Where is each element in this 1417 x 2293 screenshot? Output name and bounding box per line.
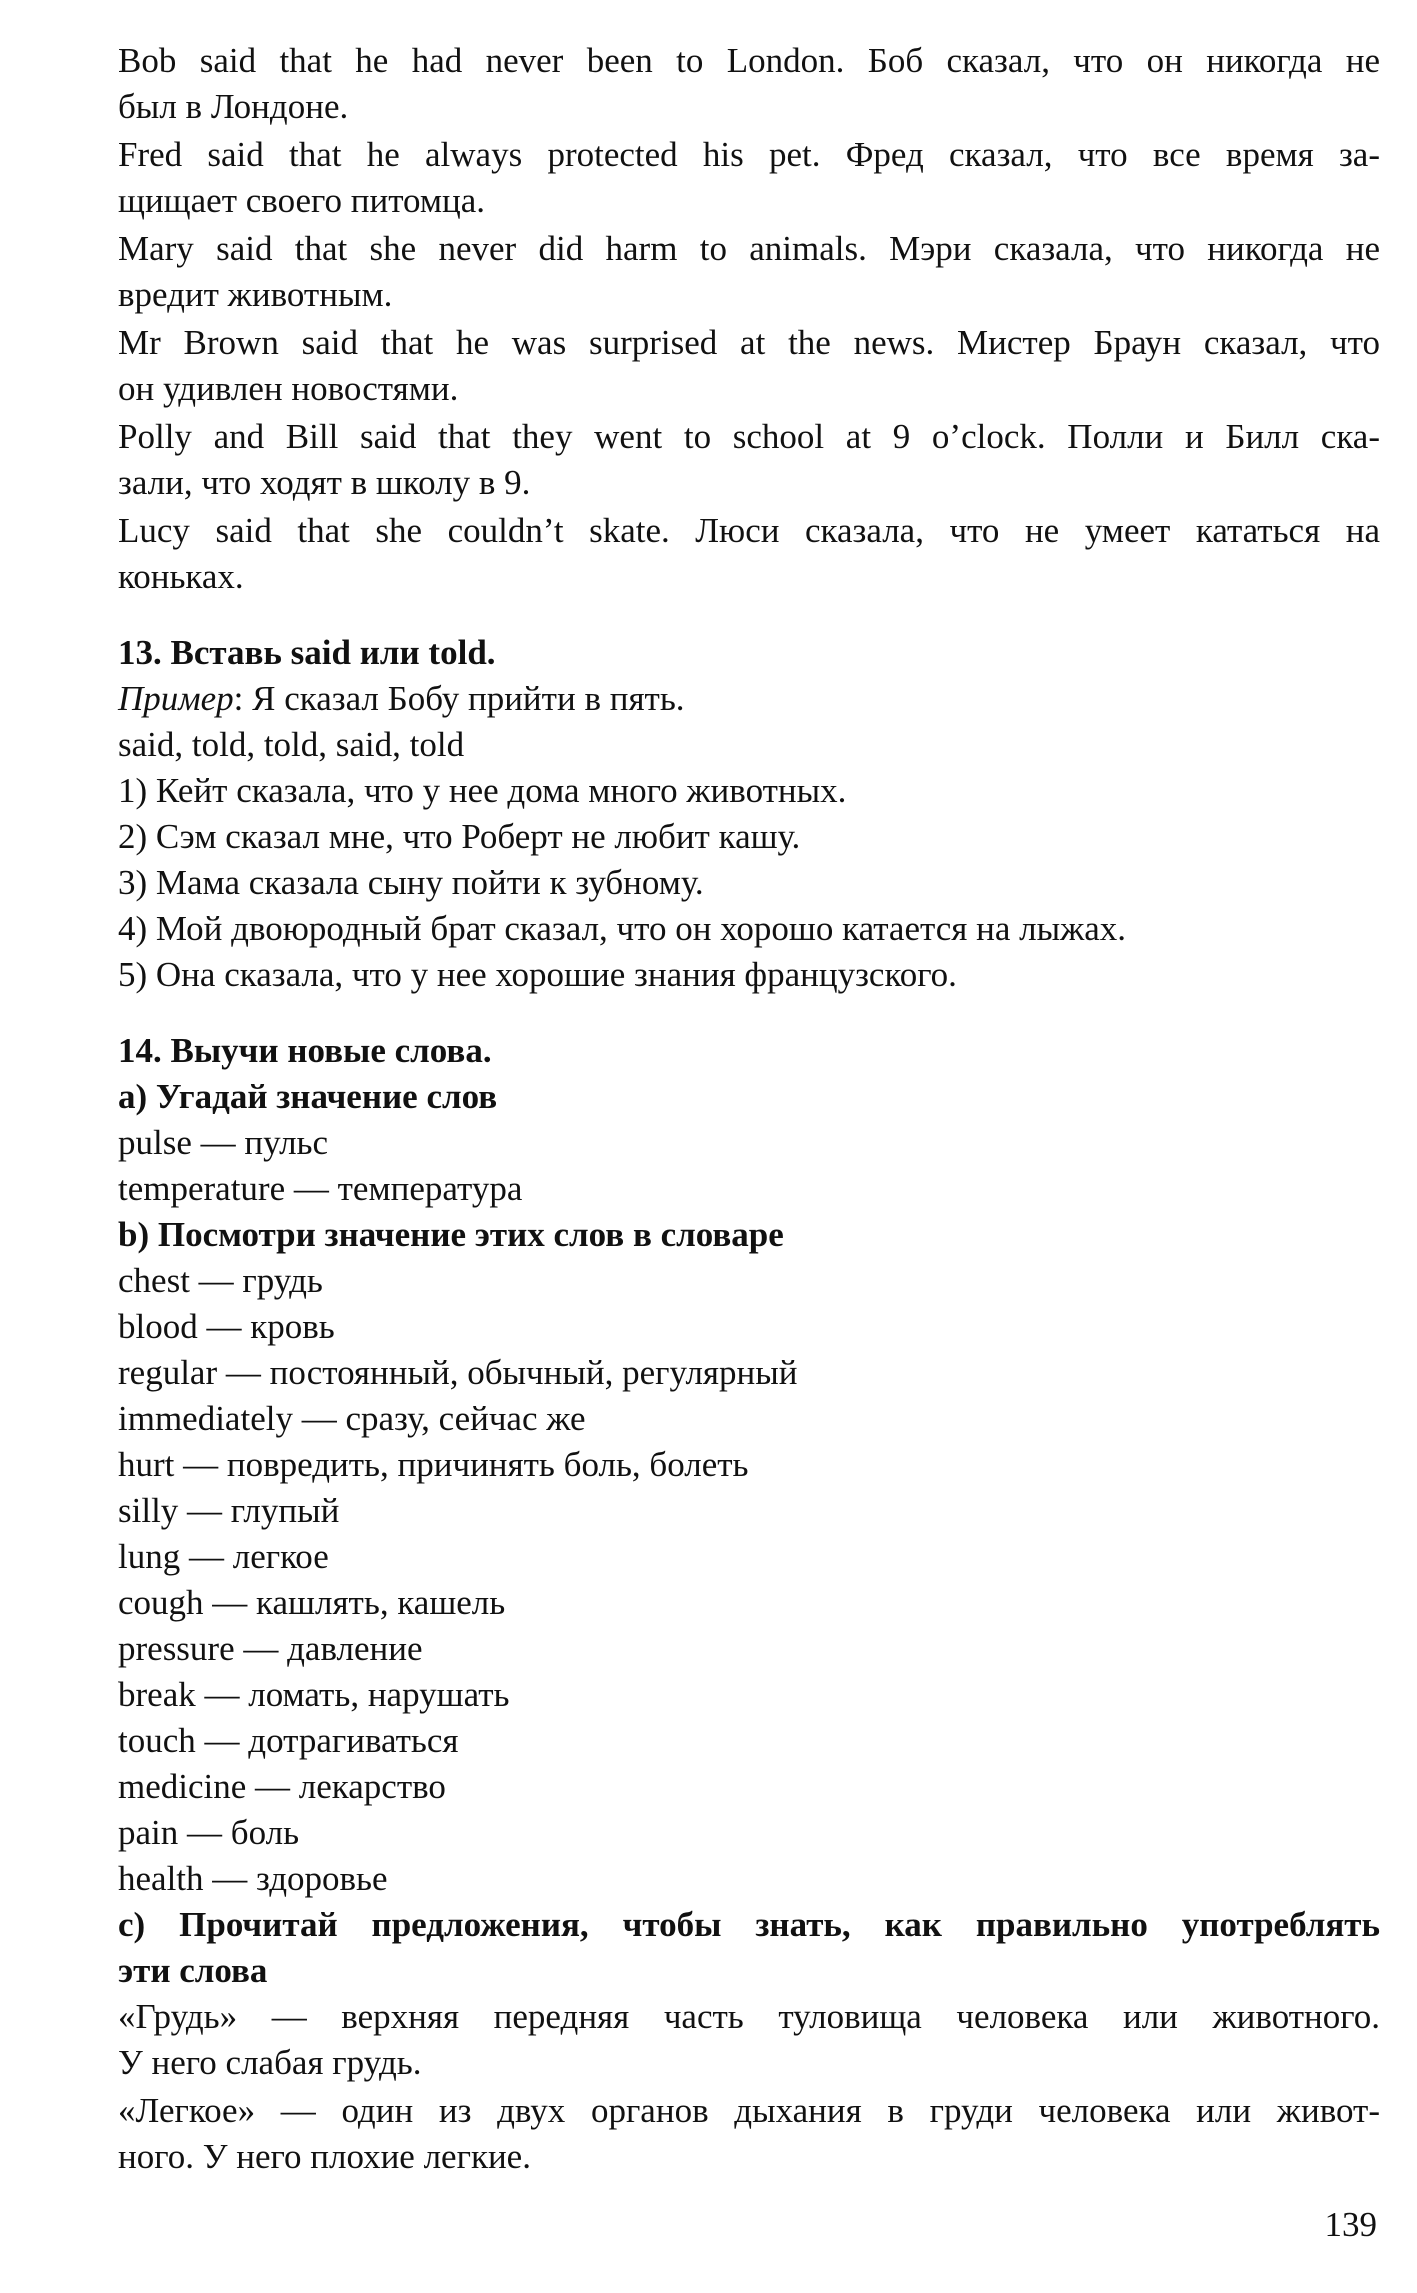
sentence-pair xyxy=(118,226,1380,318)
page-content xyxy=(118,38,1380,2180)
sentence-line: Fred said that he always protected his pet. Фред сказал, что все время за- xyxy=(118,135,1380,174)
vocab-item: health — здоровье xyxy=(118,1859,388,1898)
exercise-item: 2) Сэм сказал мне, что Роберт не любит кашу. xyxy=(118,817,801,856)
sentence-pair xyxy=(118,508,1380,600)
part-a-heading: a) Угадай значение слов xyxy=(118,1077,498,1116)
exercise-14-title: 14. Выучи новые слова. xyxy=(118,1031,492,1070)
vocab-item: pulse — пульс xyxy=(118,1123,329,1162)
usage-line: «Грудь» — верхняя передняя часть туловища человека или животного. xyxy=(118,1997,1380,2036)
vocab-item: break — ломать, нарушать xyxy=(118,1675,510,1714)
vocab-item: cough — кашлять, кашель xyxy=(118,1583,506,1622)
vocab-item: blood — кровь xyxy=(118,1307,335,1346)
part-c-heading-cont: эти слова xyxy=(118,1951,268,1990)
sentence-line: Lucy said that she couldn’t skate. Люси сказала, что не умеет кататься на xyxy=(118,511,1380,550)
reported-sentences xyxy=(118,38,1380,600)
sentence-line: он удивлен новостями. xyxy=(118,369,459,408)
sentence-pair xyxy=(118,38,1380,130)
answers-line: said, told, told, said, told xyxy=(118,725,465,764)
sentence-line: Bob said that he had never been to London. Боб сказал, что он никогда не xyxy=(118,41,1380,80)
vocab-item: regular — постоянный, обычный, регулярный xyxy=(118,1353,798,1392)
sentence-pair xyxy=(118,414,1380,506)
part-b-heading: b) Посмотри значение этих слов в словаре xyxy=(118,1215,784,1254)
exercise-13-title: 13. Вставь said или told. xyxy=(118,633,496,672)
sentence-pair xyxy=(118,320,1380,412)
page-number: 139 xyxy=(1324,2205,1377,2244)
vocab-item: touch — дотрагиваться xyxy=(118,1721,459,1760)
usage-line: У него слабая грудь. xyxy=(118,2043,422,2082)
sentence-line: зали, что ходят в школу в 9. xyxy=(118,463,531,502)
vocab-item: silly — глупый xyxy=(118,1491,340,1530)
sentence-pair xyxy=(118,132,1380,224)
exercise-item: 3) Мама сказала сыну пойти к зубному. xyxy=(118,863,704,902)
exercise-13 xyxy=(118,630,1380,998)
sentence-line: коньках. xyxy=(118,557,244,596)
exercise-14 xyxy=(118,1028,1380,2180)
vocab-item: hurt — повредить, причинять боль, болеть xyxy=(118,1445,749,1484)
vocab-item: medicine — лекарство xyxy=(118,1767,446,1806)
sentence-line: вредит животным. xyxy=(118,275,393,314)
part-c-heading: c) Прочитай предложения, чтобы знать, как правильно употреблять xyxy=(118,1905,1380,1944)
vocab-item: lung — легкое xyxy=(118,1537,329,1576)
vocab-item: immediately — сразу, сейчас же xyxy=(118,1399,586,1438)
sentence-line: Mr Brown said that he was surprised at the news. Мистер Браун сказал, что xyxy=(118,323,1380,362)
exercise-item: 4) Мой двоюродный брат сказал, что он хорошо катается на лыжах. xyxy=(118,909,1127,948)
usage-paragraph xyxy=(118,2088,1380,2180)
usage-line: ного. У него плохие легкие. xyxy=(118,2137,531,2176)
example-line xyxy=(118,676,1380,722)
vocab-item: chest — грудь xyxy=(118,1261,323,1300)
exercise-item: 5) Она сказала, что у нее хорошие знания французского. xyxy=(118,955,957,994)
vocab-item: temperature — температура xyxy=(118,1169,523,1208)
usage-line: «Легкое» — один из двух органов дыхания в груди человека или живот- xyxy=(118,2091,1380,2130)
example-label: Пример xyxy=(118,679,234,718)
usage-paragraph xyxy=(118,1994,1380,2086)
example-text: : Я сказал Бобу прийти в пять. xyxy=(233,679,685,718)
vocab-item: pain — боль xyxy=(118,1813,300,1852)
exercise-item: 1) Кейт сказала, что у нее дома много животных. xyxy=(118,771,847,810)
sentence-line: Polly and Bill said that they went to school at 9 o’clock. Полли и Билл ска- xyxy=(118,417,1380,456)
vocab-item: pressure — давление xyxy=(118,1629,423,1668)
sentence-line: щищает своего питомца. xyxy=(118,181,486,220)
sentence-line: Mary said that she never did harm to animals. Мэри сказала, что никогда не xyxy=(118,229,1380,268)
sentence-line: был в Лондоне. xyxy=(118,87,349,126)
